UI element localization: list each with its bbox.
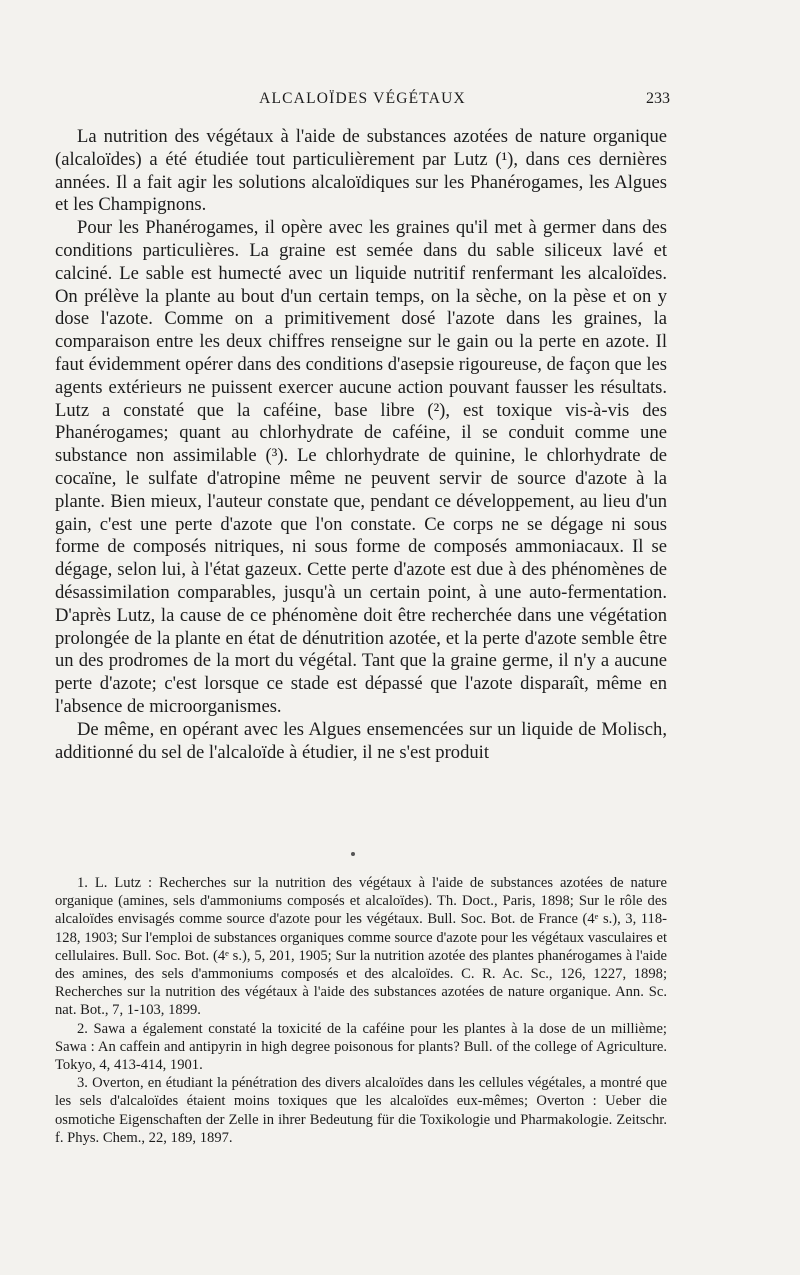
running-title: ALCALOÏDES VÉGÉTAUX <box>259 90 466 107</box>
body-text <box>55 126 667 764</box>
paragraph-1: La nutrition des végétaux à l'aide de substances azotées de nature organique (alcaloïdes) a été étudiée tout particulièrement par Lutz (¹), dans ces dernières années. Il a fait agir les solutions alcaloïdiques sur les Phanérogames, les Algues et les Champignons. <box>55 126 667 216</box>
footnote-2: 2. Sawa a également constaté la toxicité de la caféine pour les plantes à la dose de un millième; Sawa : An caffein and antipyrin in high degree poisonous for plants? Bull. of the college of Agriculture. Tokyo, 4, 413-414, 1901. <box>55 1020 667 1074</box>
page-number: 233 <box>646 90 670 107</box>
running-head <box>55 90 670 114</box>
footnote-separator <box>351 852 355 856</box>
footnote-1: 1. L. Lutz : Recherches sur la nutrition des végétaux à l'aide de substances azotées de nature organique (amines, sels d'ammoniums composés et alcaloïdes). Th. Doct., Paris, 1898; Sur le rôle des alcaloïdes envisagés comme source d'azote pour les végétaux. Bull. Soc. Bot. de France (4ᵉ s.), 3, 118-128, 1903; Sur l'emploi de substances organiques comme source d'azote pour les végétaux vasculaires et cellulaires. Bull. Soc. Bot. (4ᵉ s.), 5, 201, 1905; Sur la nutrition azotée des plantes phanérogames à l'aide des amines, des sels d'ammoniums composés et des alcaloïdes. C. R. Ac. Sc., 126, 1227, 1898; Recherches sur la nutrition des végétaux à l'aide des substances azotées de nature organique. Ann. Sc. nat. Bot., 7, 1-103, 1899. <box>55 875 667 1019</box>
footnote-3: 3. Overton, en étudiant la pénétration des divers alcaloïdes dans les cellules végétales, a montré que les sels d'alcaloïdes étaient moins toxiques que les alcaloïdes eux-mêmes; Overton : Ueber die osmotiche Eigenschaften der Zelle in ihrer Bedeutung für die Toxikologie und Pharmakologie. Zeitschr. f. Phys. Chem., 22, 189, 1897. <box>55 1075 667 1146</box>
paragraph-3: De même, en opérant avec les Algues ensemencées sur un liquide de Molisch, additionné du sel de l'alcaloïde à étudier, il ne s'est produit <box>55 718 667 763</box>
footnotes <box>55 874 667 1147</box>
paragraph-2: Pour les Phanérogames, il opère avec les graines qu'il met à germer dans des conditions particulières. La graine est semée dans du sable siliceux lavé et calciné. Le sable est humecté avec un liquide nutritif renfermant les alcaloïdes. On prélève la plante au bout d'un certain temps, on la sèche, on la pèse et on y dose l'azote. Comme on a primitivement dosé l'azote dans les graines, la comparaison entre les deux chiffres renseigne sur le gain ou la perte en azote. Il faut évidemment opérer dans des conditions d'asepsie rigoureuse, de façon que les agents extérieurs ne puissent exercer aucune action pouvant fausser les résultats. Lutz a constaté que la caféine, base libre (²), est toxique vis-à-vis des Phanérogames; quant au chlorhydrate de caféine, il se conduit comme une substance non assimilable (³). Le chlorhydrate de quinine, le chlorhydrate de cocaïne, le sulfate d'atropine même ne peuvent servir de source d'azote à la plante. Bien mieux, l'auteur constate que, pendant ce développement, au lieu d'un gain, c'est une perte d'azote que l'on constate. Ce corps ne se dégage ni sous forme de composés nitriques, ni sous forme de composés ammoniacaux. Il se dégage, selon lui, à l'état gazeux. Cette perte d'azote est due à des phénomènes de désassimilation comparables, jusqu'à un certain point, à une auto-fermentation. D'après Lutz, la cause de ce phénomène doit être recherchée dans une végétation prolongée de la plante en état de dénutrition azotée, et la perte d'azote semble être un des prodromes de la mort du végétal. Tant que la graine germe, il n'y a aucune perte d'azote; c'est lorsque ce stade est dépassé que l'azote disparaît, même en l'absence de microorganismes. <box>55 217 667 717</box>
